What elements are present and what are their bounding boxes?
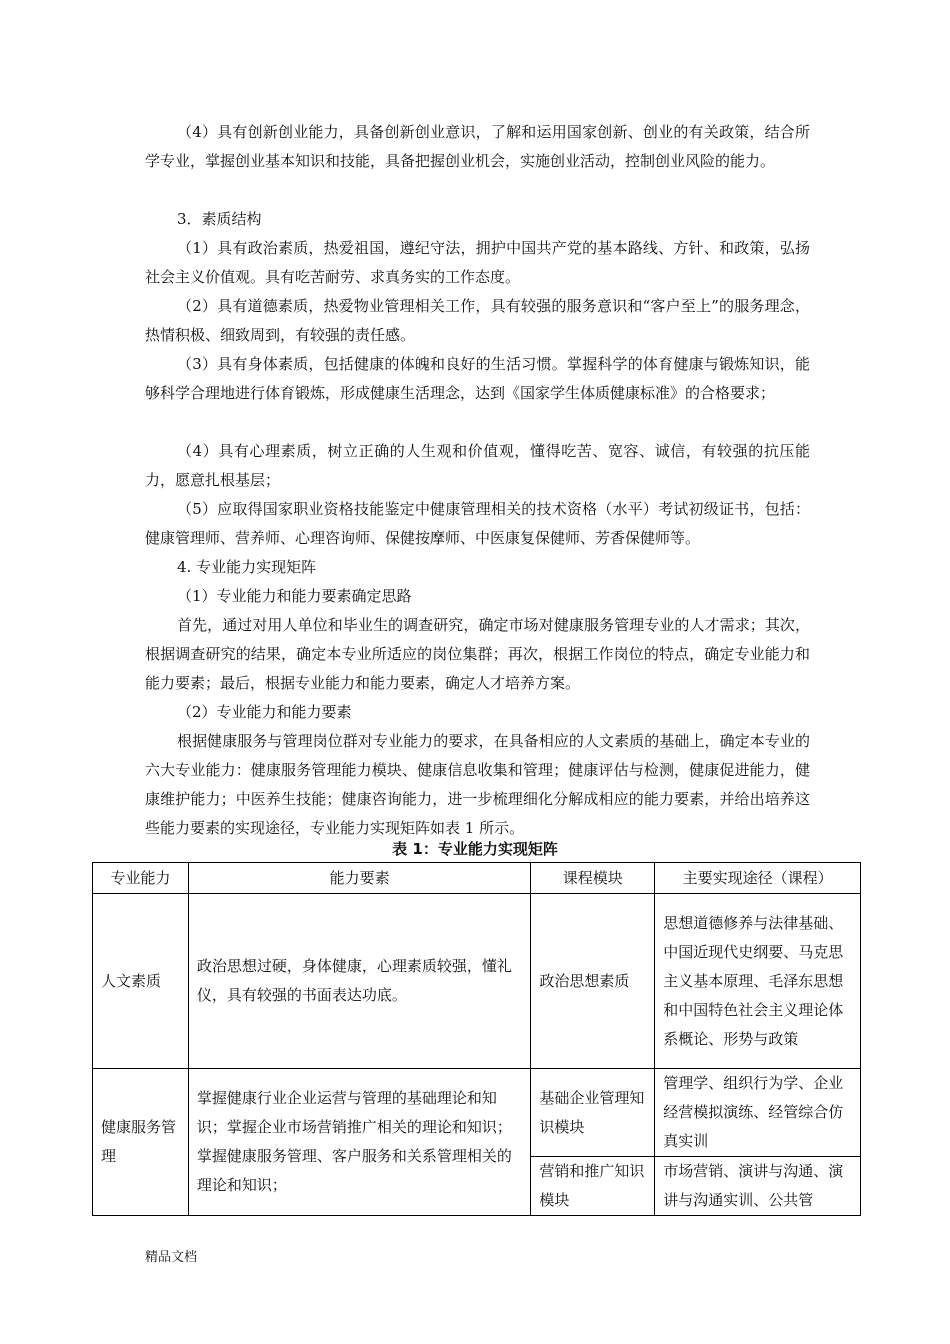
header-ability: 专业能力: [93, 863, 189, 894]
paragraph-psychological: （4）具有心理素质，树立正确的人生观和价值观，懂得吃苦、宽容、诚信，有较强的抗压能力，愿意扎根基层；: [145, 442, 810, 489]
ability-matrix-table: [92, 862, 861, 1216]
cell-module: 营销和推广知识模块: [531, 1157, 655, 1216]
cell-courses: 思想道德修养与法律基础、中国近现代史纲要、马克思主义基本原理、毛泽东思想和中国特色社会主义理论体系概论、形势与政策: [655, 894, 861, 1069]
table-caption: 表 1：专业能力实现矩阵: [392, 840, 558, 858]
cell-elements: 政治思想过硬，身体健康，心理素质较强，懂礼仪，具有较强的书面表达功底。: [188, 894, 531, 1069]
header-module: 课程模块: [531, 863, 655, 894]
paragraph-moral: （2）具有道德素质，热爱物业管理相关工作，具有较强的服务意识和“客户至上”的服务理念，热情积极、细致周到，有较强的责任感。: [145, 297, 810, 344]
cell-courses: 市场营销、演讲与沟通、演讲与沟通实训、公共管: [655, 1157, 861, 1216]
paragraph-physical: （3）具有身体素质，包括健康的体魄和良好的生活习惯。掌握科学的体育健康与锻炼知识，能够科学合理地进行体育锻炼，形成健康生活理念，达到《国家学生体质健康标准》的合格要求；: [145, 355, 810, 402]
table-row: [93, 1069, 861, 1157]
heading-ability-elements: （2）专业能力和能力要素: [177, 703, 352, 721]
paragraph-six-abilities: 根据健康服务与管理岗位群对专业能力的要求，在具备相应的人文素质的基础上，确定本专业的六大专业能力：健康服务管理能力模块、健康信息收集和管理；健康评估与检测，健康促进能力，健康维护能力；中医养生技能；健康咨询能力，进一步梳理细化分解成相应的能力要素，并给出培养这些能力要素的实现途径，专业能力实现矩阵如表 1 所示。: [145, 732, 810, 837]
cell-ability: 人文素质: [93, 894, 189, 1069]
table-row: [93, 894, 861, 1069]
paragraph-approach: 首先，通过对用人单位和毕业生的调查研究，确定市场对健康服务管理专业的人才需求；其次，根据调查研究的结果，确定本专业所适应的岗位集群；再次，根据工作岗位的特点，确定专业能力和能力要素；最后，根据专业能力和能力要素，确定人才培养方案。: [145, 616, 810, 692]
heading-quality-structure: 3．素质结构: [177, 210, 262, 228]
paragraph-political: （1）具有政治素质，热爱祖国，遵纪守法，拥护中国共产党的基本路线、方针、和政策，弘扬社会主义价值观。具有吃苦耐劳、求真务实的工作态度。: [145, 239, 810, 286]
paragraph-certificate: （5）应取得国家职业资格技能鉴定中健康管理相关的技术资格（水平）考试初级证书，包括：健康管理师、营养师、心理咨询师、保健按摩师、中医康复保健师、芳香保健师等。: [145, 500, 810, 547]
header-elements: 能力要素: [188, 863, 531, 894]
table-header-row: [93, 863, 861, 894]
cell-module: 政治思想素质: [531, 894, 655, 1069]
heading-ability-matrix: 4. 专业能力实现矩阵: [177, 558, 317, 576]
heading-ability-approach: （1）专业能力和能力要素确定思路: [177, 587, 412, 605]
page-footer: 精品文档: [145, 1250, 198, 1265]
cell-elements: 掌握健康行业企业运营与管理的基础理论和知识；掌握企业市场营销推广相关的理论和知识；掌握健康服务管理、客户服务和关系管理相关的理论和知识；: [188, 1069, 531, 1216]
cell-courses: 管理学、组织行为学、企业经营模拟演练、经管综合仿真实训: [655, 1069, 861, 1157]
cell-ability: 健康服务管理: [93, 1069, 189, 1216]
paragraph-innovation: （4）具有创新创业能力，具备创新创业意识，了解和运用国家创新、创业的有关政策，结合所学专业，掌握创业基本知识和技能，具备把握创业机会，实施创业活动，控制创业风险的能力。: [145, 123, 810, 170]
header-courses: 主要实现途径（课程）: [655, 863, 861, 894]
cell-module: 基础企业管理知识模块: [531, 1069, 655, 1157]
